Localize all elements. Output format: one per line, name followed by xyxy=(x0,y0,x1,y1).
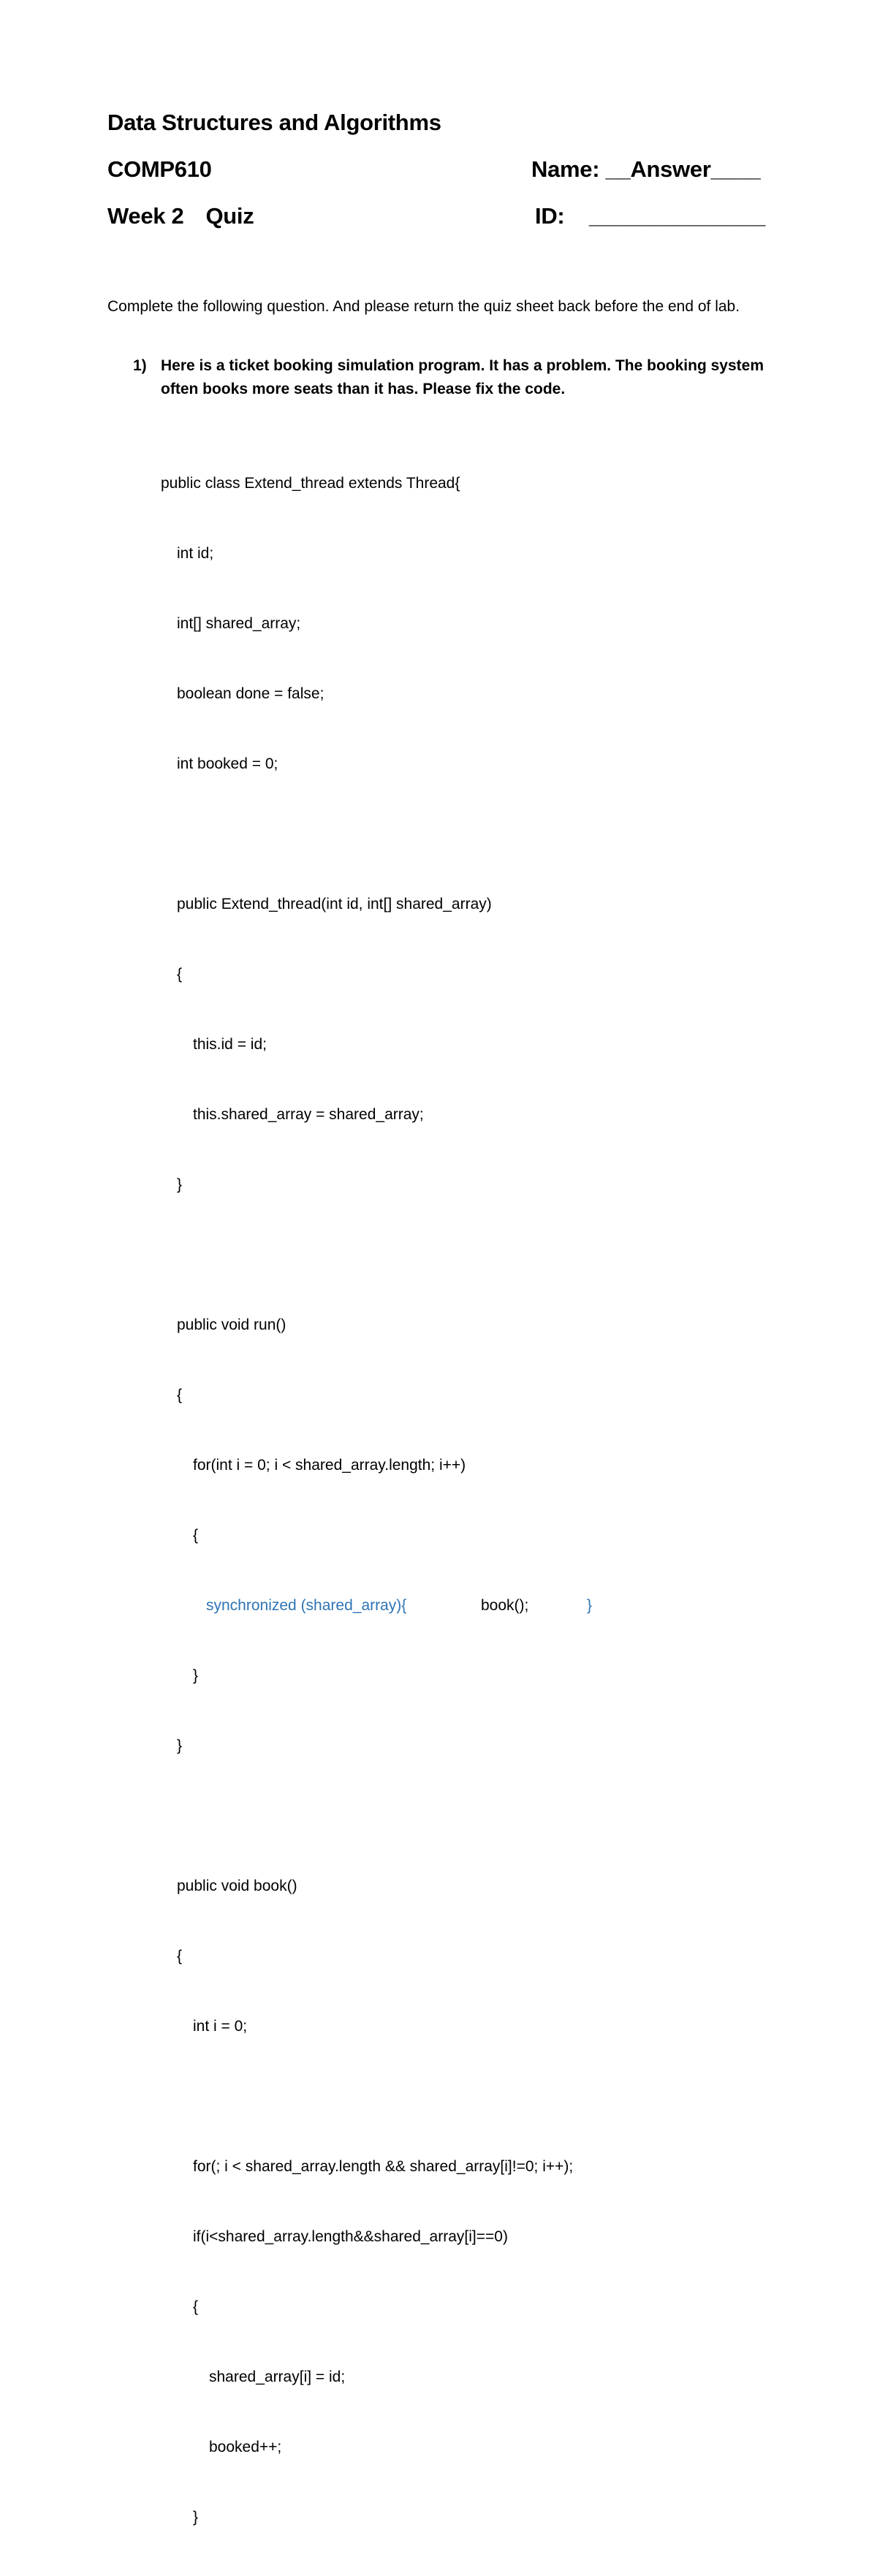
id-blank: ______________ xyxy=(589,203,766,229)
blank-line xyxy=(161,1243,573,1267)
synchronized-answer-line xyxy=(161,1594,593,1617)
code-line: public void run() xyxy=(177,1316,286,1333)
instructions: Complete the following question. And please return the quiz sheet back before the end of lab. xyxy=(107,298,740,315)
code-line: for(; i < shared_array.length && shared_array[i]!=0; i++); xyxy=(193,2158,574,2175)
code-line: { xyxy=(177,1387,183,1403)
code-line: boolean done = false; xyxy=(177,685,324,702)
id-label: ID: xyxy=(535,203,565,229)
code-line: public class Extend_thread extends Thread{ xyxy=(161,475,460,492)
code-line: } xyxy=(193,1667,199,1684)
week-quiz-line xyxy=(107,203,254,229)
code-line: } xyxy=(177,1737,183,1754)
code-line: { xyxy=(177,966,183,983)
code-line: { xyxy=(193,1527,199,1544)
code-line: { xyxy=(193,2298,199,2315)
name-field: Name: __Answer____ xyxy=(531,156,761,182)
code-line: } xyxy=(193,2509,199,2526)
code-line: int[] shared_array; xyxy=(177,615,301,632)
code-line: if(i<shared_array.length&&shared_array[i]==0) xyxy=(193,2228,508,2245)
code-line: int id; xyxy=(177,545,214,562)
code-line: this.shared_array = shared_array; xyxy=(193,1106,424,1123)
code-line: int booked = 0; xyxy=(177,755,278,772)
code-line: for(int i = 0; i < shared_array.length; i++) xyxy=(193,1457,466,1474)
quiz-label: Quiz xyxy=(205,203,254,229)
blank-line xyxy=(161,823,573,846)
code-line: public void book() xyxy=(177,1878,297,1894)
question-number: 1) xyxy=(133,357,147,374)
blank-line xyxy=(161,1805,573,1828)
book-call: book(); xyxy=(481,1597,529,1614)
course-code: COMP610 xyxy=(107,156,212,182)
code-line: shared_array[i] = id; xyxy=(209,2369,346,2385)
code-line: { xyxy=(177,1948,183,1965)
code-line: public Extend_thread(int id, int[] shared_array) xyxy=(177,896,492,912)
code-line: booked++; xyxy=(209,2439,282,2455)
code-line: int i = 0; xyxy=(193,2018,248,2035)
question-text: Here is a ticket booking simulation program. It has a problem. The booking system often books more seats than it has. Please fix the code. xyxy=(161,357,764,397)
code-line: this.id = id; xyxy=(193,1036,267,1053)
synchronized-block-open: synchronized (shared_array){ xyxy=(206,1597,407,1614)
blank-line xyxy=(161,2085,573,2108)
week-label: Week 2 xyxy=(107,203,184,229)
code-block xyxy=(161,425,593,2576)
question-1 xyxy=(133,354,776,401)
code-line: } xyxy=(177,1176,183,1193)
synchronized-block-close: } xyxy=(587,1597,593,1614)
course-title: Data Structures and Algorithms xyxy=(107,110,441,135)
